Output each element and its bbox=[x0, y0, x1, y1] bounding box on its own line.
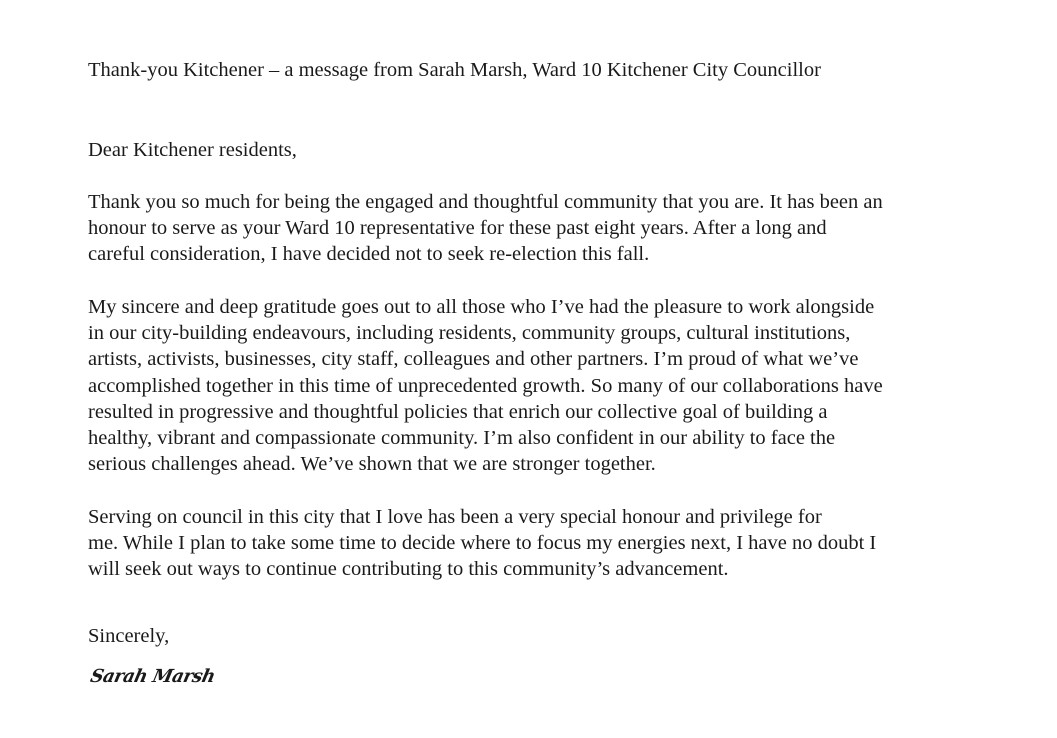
paragraph-2 bbox=[88, 294, 883, 477]
paragraph-line: will seek out ways to continue contributing to this community’s advancement. bbox=[88, 558, 729, 581]
paragraph-3 bbox=[88, 504, 876, 583]
paragraph-line: careful consideration, I have decided not to seek re-election this fall. bbox=[88, 243, 650, 266]
letter-title: Thank-you Kitchener – a message from Sarah Marsh, Ward 10 Kitchener City Councillor bbox=[88, 59, 821, 81]
paragraph-line: artists, activists, businesses, city staff, colleagues and other partners. I’m proud of what we’ve bbox=[88, 348, 859, 371]
closing: Sincerely, bbox=[88, 625, 170, 647]
paragraph-line: serious challenges ahead. We’ve shown that we are stronger together. bbox=[88, 453, 656, 476]
paragraph-line: Serving on council in this city that I love has been a very special honour and privilege for bbox=[88, 506, 822, 528]
paragraph-line: My sincere and deep gratitude goes out to all those who I’ve had the pleasure to work alongside bbox=[88, 296, 875, 318]
paragraph-line: in our city-building endeavours, including residents, community groups, cultural institutions, bbox=[88, 322, 851, 345]
paragraph-line: accomplished together in this time of unprecedented growth. So many of our collaborations have bbox=[88, 374, 883, 397]
signature: Sarah Marsh bbox=[88, 666, 217, 687]
paragraph-line: healthy, vibrant and compassionate community. I’m also confident in our ability to face the bbox=[88, 427, 836, 450]
paragraph-line: resulted in progressive and thoughtful policies that enrich our collective goal of building a bbox=[88, 400, 828, 423]
paragraph-line: Thank you so much for being the engaged and thoughtful community that you are. It has been an bbox=[88, 191, 883, 213]
paragraph-line: me. While I plan to take some time to decide where to focus my energies next, I have no doubt I bbox=[88, 532, 877, 555]
paragraph-line: honour to serve as your Ward 10 representative for these past eight years. After a long and bbox=[88, 217, 827, 240]
paragraph-1 bbox=[88, 189, 883, 268]
salutation: Dear Kitchener residents, bbox=[88, 139, 297, 161]
